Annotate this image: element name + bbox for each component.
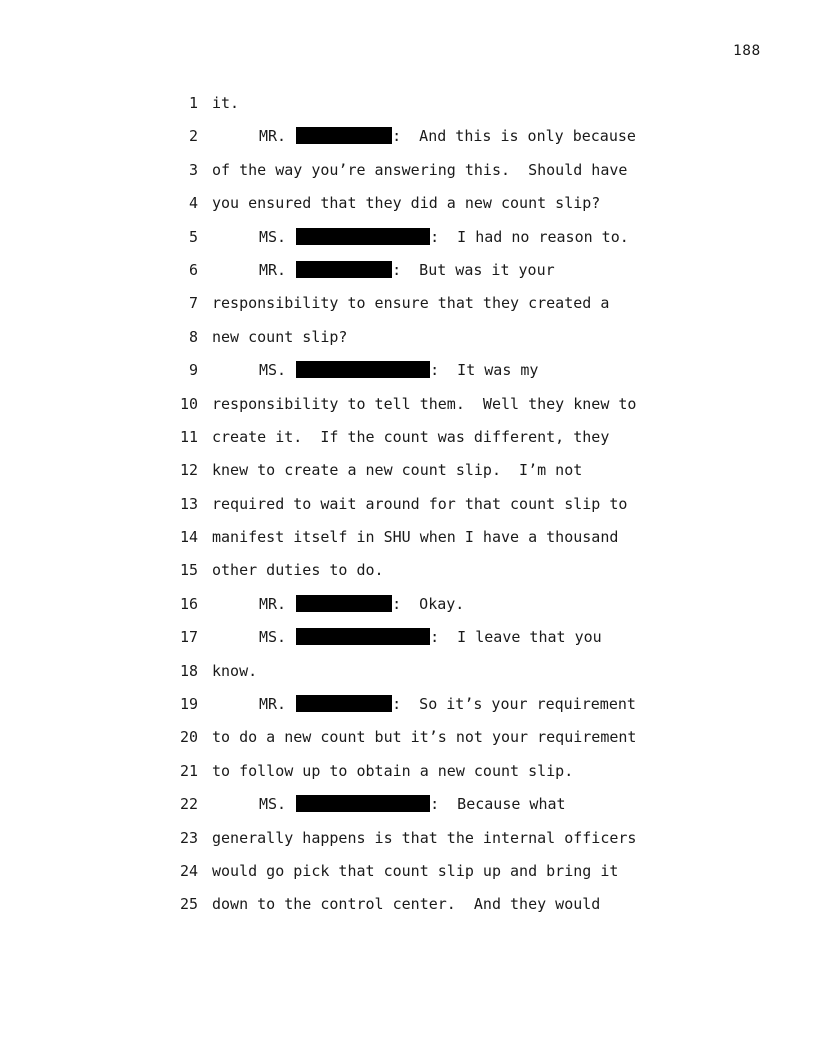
transcript-line — [0, 293, 816, 326]
line-number: 11 — [179, 427, 198, 446]
line-number: 4 — [188, 194, 198, 213]
speaker-title: MS. — [259, 361, 287, 380]
transcript-body — [0, 93, 816, 928]
transcript-line — [0, 126, 816, 159]
line-content: generally happens is that the internal officers — [212, 828, 637, 847]
line-text — [212, 360, 538, 380]
line-content: know. — [212, 661, 258, 680]
speaker-title: MS. — [259, 795, 287, 814]
transcript-line — [0, 260, 816, 293]
redacted-name — [296, 228, 430, 245]
line-content: would go pick that count slip up and bring it — [212, 861, 619, 880]
line-content: : I had no reason to. — [430, 227, 629, 246]
line-content: new count slip? — [212, 327, 348, 346]
transcript-line — [0, 427, 816, 460]
line-number: 5 — [188, 227, 198, 246]
transcript-line — [0, 327, 816, 360]
redacted-name — [296, 595, 392, 612]
transcript-line — [0, 694, 816, 727]
line-number: 25 — [179, 895, 198, 914]
speaker-title: MR. — [259, 260, 287, 279]
line-number: 16 — [179, 594, 198, 613]
speaker-title: MR. — [259, 127, 287, 146]
transcript-line — [0, 560, 816, 593]
line-text — [212, 460, 582, 480]
line-number: 3 — [188, 160, 198, 179]
line-content: manifest itself in SHU when I have a thousand — [212, 528, 619, 547]
transcript-line — [0, 894, 816, 927]
line-text — [212, 227, 629, 247]
transcript-line — [0, 861, 816, 894]
line-text — [212, 727, 636, 747]
line-number: 23 — [179, 828, 198, 847]
line-text — [212, 160, 627, 180]
line-text — [212, 260, 555, 280]
redacted-name — [296, 261, 392, 278]
transcript-line — [0, 594, 816, 627]
line-content: responsibility to tell them. Well they knew to — [212, 394, 637, 413]
speaker-title: MS. — [259, 628, 287, 647]
line-text — [212, 861, 618, 881]
transcript-line — [0, 727, 816, 760]
line-content: : It was my — [430, 361, 539, 380]
line-content: create it. If the count was different, they — [212, 427, 610, 446]
line-number: 21 — [179, 761, 198, 780]
line-content: : I leave that you — [430, 628, 602, 647]
line-text — [212, 193, 600, 213]
speaker-title: MR. — [259, 695, 287, 714]
line-number: 15 — [179, 561, 198, 580]
line-number: 14 — [179, 528, 198, 547]
line-number: 1 — [188, 94, 198, 112]
line-content: you ensured that they did a new count slip? — [212, 194, 601, 213]
transcript-line — [0, 360, 816, 393]
line-text — [212, 394, 636, 414]
line-number: 24 — [179, 861, 198, 880]
line-content: : Okay. — [392, 594, 465, 613]
redacted-name — [296, 695, 392, 712]
transcript-line — [0, 761, 816, 794]
transcript-line — [0, 160, 816, 193]
line-text — [212, 427, 609, 447]
line-number: 22 — [179, 795, 198, 814]
line-text — [212, 527, 618, 547]
line-text — [212, 560, 384, 580]
line-text — [212, 694, 636, 714]
line-number: 19 — [179, 695, 198, 714]
transcript-line — [0, 828, 816, 861]
line-text — [212, 93, 239, 113]
line-content: : Because what — [430, 795, 566, 814]
line-content: to do a new count but it’s not your requirement — [212, 728, 637, 747]
line-text — [212, 327, 347, 347]
line-number: 12 — [179, 461, 198, 480]
line-number: 20 — [179, 728, 198, 747]
line-text — [212, 293, 609, 313]
transcript-line — [0, 527, 816, 560]
line-text — [212, 594, 464, 614]
redacted-name — [296, 127, 392, 144]
line-content: down to the control center. And they would — [212, 895, 601, 914]
line-text — [212, 828, 636, 848]
transcript-line — [0, 93, 816, 126]
page-number: 188 — [733, 43, 761, 59]
transcript-line — [0, 460, 816, 493]
line-number: 18 — [179, 661, 198, 680]
line-content: : And this is only because — [392, 127, 636, 146]
transcript-line — [0, 227, 816, 260]
line-number: 9 — [188, 361, 198, 380]
line-number: 8 — [188, 327, 198, 346]
speaker-title: MR. — [259, 594, 287, 613]
transcript-line — [0, 193, 816, 226]
line-number: 7 — [188, 294, 198, 313]
line-text — [212, 126, 636, 146]
transcript-line — [0, 494, 816, 527]
line-content: it. — [212, 94, 240, 112]
line-content: knew to create a new count slip. I’m not — [212, 461, 583, 480]
transcript-line — [0, 661, 816, 694]
line-content: : But was it your — [392, 260, 555, 279]
line-text — [212, 794, 566, 814]
line-text — [212, 894, 600, 914]
line-text — [212, 627, 602, 647]
line-text — [212, 494, 627, 514]
line-content: other duties to do. — [212, 561, 384, 580]
line-content: : So it’s your requirement — [392, 695, 636, 714]
line-content: required to wait around for that count slip to — [212, 494, 628, 513]
line-text — [212, 661, 257, 681]
line-text — [212, 761, 573, 781]
line-number: 2 — [188, 127, 198, 146]
line-number: 17 — [179, 628, 198, 647]
line-number: 10 — [179, 394, 198, 413]
speaker-title: MS. — [259, 227, 287, 246]
line-content: responsibility to ensure that they created a — [212, 294, 610, 313]
transcript-line — [0, 394, 816, 427]
line-number: 13 — [179, 494, 198, 513]
redacted-name — [296, 628, 430, 645]
line-number: 6 — [188, 260, 198, 279]
transcript-line — [0, 627, 816, 660]
redacted-name — [296, 795, 430, 812]
line-content: of the way you’re answering this. Should have — [212, 160, 628, 179]
transcript-line — [0, 794, 816, 827]
redacted-name — [296, 361, 430, 378]
line-content: to follow up to obtain a new count slip. — [212, 761, 574, 780]
